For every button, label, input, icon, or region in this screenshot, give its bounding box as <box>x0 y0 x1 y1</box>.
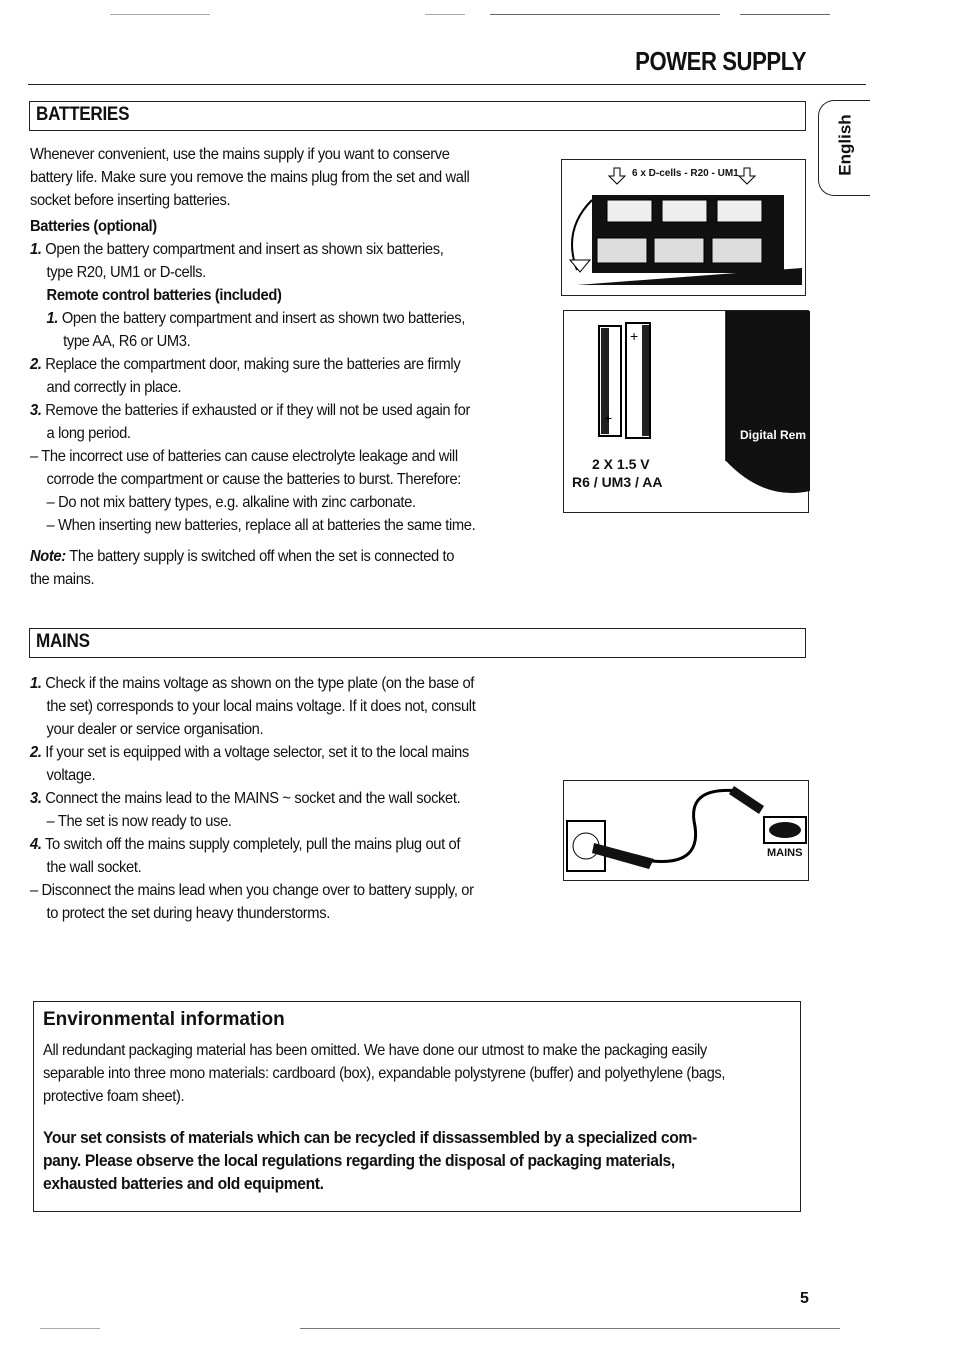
intro-line: socket before inserting batteries. <box>30 192 231 209</box>
svg-text:+: + <box>604 410 613 426</box>
mains-heading: MAINS <box>36 631 90 652</box>
step-number: 1. <box>46 310 59 327</box>
note-text: The battery supply is switched off when the set is connected to <box>69 548 455 565</box>
environmental-para2 <box>43 1126 797 1195</box>
env-line: Your set consists of materials which can be recycled if dissassembled by a specialized com- <box>43 1128 697 1147</box>
optional-heading: Batteries (optional) <box>30 218 157 235</box>
step-number: 1. <box>30 241 42 258</box>
step-text: the wall socket. <box>46 859 142 876</box>
battery-compartment-illustration <box>562 160 807 297</box>
note-text: the mains. <box>30 571 95 588</box>
step-number: 2. <box>30 744 42 761</box>
mains-content <box>30 672 545 925</box>
svg-text:+: + <box>630 328 639 344</box>
voltage-label: 2 X 1.5 V <box>592 456 650 472</box>
step-number: 1. <box>30 675 42 692</box>
scan-artifact <box>425 14 465 15</box>
intro-line: battery life. Make sure you remove the mains plug from the set and wall <box>30 169 470 186</box>
step-text: Remove the batteries if exhausted or if they will not be used again for <box>45 402 470 419</box>
environmental-info-box <box>33 1001 801 1212</box>
sub-item: When inserting new batteries, replace all at batteries the same time. <box>58 517 476 534</box>
dash: – <box>30 882 38 899</box>
step-number: 3. <box>30 402 42 419</box>
step-text: To switch off the mains supply completely, pull the mains plug out of <box>45 836 461 853</box>
step-text: Connect the mains lead to the MAINS ~ socket and the wall socket. <box>45 790 461 807</box>
mains-heading-box <box>29 628 806 658</box>
page-number: 5 <box>800 1290 809 1307</box>
step-text: Check if the mains voltage as shown on the type plate (on the base of <box>45 675 475 692</box>
scan-artifact <box>300 1328 840 1329</box>
disconnect-text: to protect the set during heavy thunderstorms. <box>46 905 330 922</box>
step-text: a long period. <box>46 425 131 442</box>
header-rule <box>28 84 866 85</box>
step-text: Open the battery compartment and insert as shown two batteries, <box>61 310 465 327</box>
step-number: 3. <box>30 790 42 807</box>
scan-artifact <box>110 14 210 15</box>
environmental-para1 <box>43 1039 797 1108</box>
sub-item: Do not mix battery types, e.g. alkaline with zinc carbonate. <box>58 494 416 511</box>
remote-heading: Remote control batteries (included) <box>46 287 282 304</box>
step-text: type AA, R6 or UM3. <box>63 333 191 350</box>
dash: – <box>30 448 38 465</box>
step-number: 2. <box>30 356 42 373</box>
step-text: and correctly in place. <box>46 379 182 396</box>
env-line: protective foam sheet). <box>43 1088 185 1105</box>
mains-socket-label: MAINS <box>767 847 803 859</box>
scan-artifact <box>740 14 830 15</box>
env-line: All redundant packaging material has been omitted. We have done our utmost to make the packaging easily <box>43 1042 707 1059</box>
batteries-heading-box <box>29 101 806 131</box>
disconnect-text: Disconnect the mains lead when you change over to battery supply, or <box>41 882 474 899</box>
battery-type-label: R6 / UM3 / AA <box>572 474 663 490</box>
scan-artifact <box>40 1328 100 1329</box>
language-label: English <box>835 114 855 176</box>
scan-artifact <box>490 14 720 15</box>
battery-compartment-figure <box>561 159 806 296</box>
step-number: 4. <box>30 836 42 853</box>
mains-plug-illustration <box>564 781 810 882</box>
env-line: pany. Please observe the local regulations regarding the disposal of packaging materials, <box>43 1151 675 1170</box>
step-text: type R20, UM1 or D-cells. <box>46 264 206 281</box>
env-line: separable into three mono materials: cardboard (box), expandable polystyrene (buffer) and polyethylene (bags, <box>43 1065 726 1082</box>
batteries-heading: BATTERIES <box>36 104 130 125</box>
aa-battery-figure <box>563 310 809 513</box>
step-text: voltage. <box>46 767 96 784</box>
intro-line: Whenever convenient, use the mains supply if you want to conserve <box>30 146 450 163</box>
page-title: POWER SUPPLY <box>635 46 806 76</box>
batteries-content: Whenever convenient, use the mains supply if you want to conserve battery life. Make sure you remove the mains plug from the set and wall socket before inserting batteries. Batteries (optional) 1. Open the battery compartment and insert as shown six batteries, type R20, UM1 or D-cells. Remote control batteries (included) 1. Open the battery compartment and insert as shown two batteries, type AA, R6 or UM3. 2. Replace the compartment door, making sure the batteries are firmly and correctly in place. 3. Remove the batteries if exhausted or if they will not be used again for a long period. – The incorrect use of batteries can cause electrolyte leakage and will corrode the compartment or cause the batteries to burst. Therefore: – Do not mix battery types, e.g. alkaline with zinc carbonate. – When inserting new batteries, replace all at batteries the same time. Note: The battery supply is switched off when the set is connected to the mains. <box>30 143 545 591</box>
step-text: Open the battery compartment and insert as shown six batteries, <box>45 241 444 258</box>
remote-label: Digital Rem <box>740 428 807 442</box>
mains-figure <box>563 780 809 881</box>
step-subtext: – The set is now ready to use. <box>46 813 232 830</box>
step-text: Replace the compartment door, making sure the batteries are firmly <box>45 356 461 373</box>
step-text: If your set is equipped with a voltage selector, set it to the local mains <box>45 744 469 761</box>
warning-text: The incorrect use of batteries can cause electrolyte leakage and will <box>41 448 458 465</box>
note-label: Note: <box>30 548 66 565</box>
step-text: the set) corresponds to your local mains voltage. If it does not, consult <box>46 698 476 715</box>
environmental-title: Environmental information <box>43 1009 285 1030</box>
env-line: exhausted batteries and old equipment. <box>43 1174 324 1193</box>
step-text: your dealer or service organisation. <box>46 721 264 738</box>
warning-text: corrode the compartment or cause the batteries to burst. Therefore: <box>46 471 462 488</box>
d-cells-label: 6 x D-cells - R20 - UM1 <box>632 168 739 179</box>
